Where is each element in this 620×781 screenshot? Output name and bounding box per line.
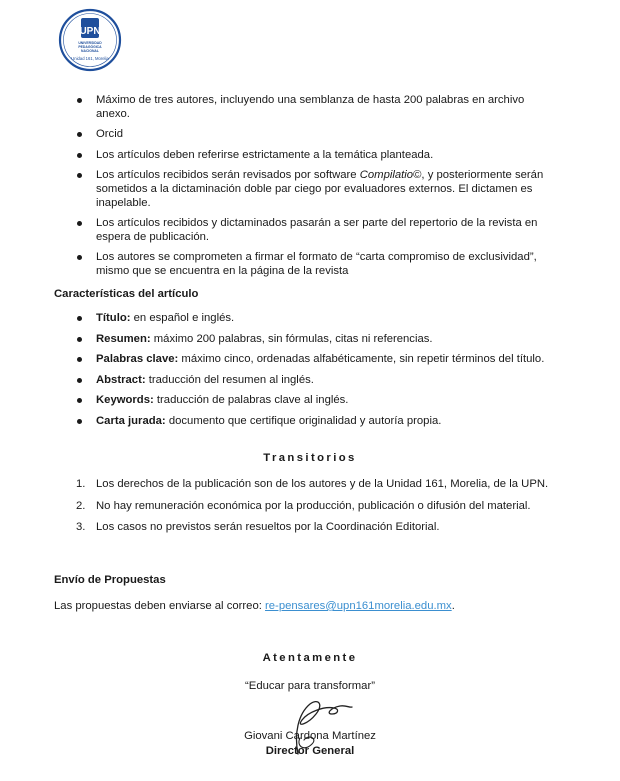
bullet-icon <box>77 378 82 383</box>
bullet-icon <box>77 173 82 178</box>
logo-unit: Unidad 161, Morelia <box>71 56 109 61</box>
list-item: Los artículos recibidos serán revisados por software Compilatio©, y posteriormente serán sometidos a la dictaminación doble par ciego por evaluadores externos. El dictamen es inapelable. <box>0 169 620 210</box>
features-list <box>0 312 620 429</box>
upn-logo <box>58 8 122 72</box>
features-heading: Características del artículo <box>54 288 199 300</box>
logo-line-3: NACIONAL <box>81 49 99 53</box>
bullet-icon <box>77 398 82 403</box>
list-item: Carta jurada: documento que certifique originalidad y autoría propia. <box>0 415 620 429</box>
bullet-icon <box>77 132 82 137</box>
list-item: 2. No hay remuneración económica por la producción, publicación o difusión del material. <box>76 499 531 512</box>
bullet-icon <box>77 357 82 362</box>
list-item: Keywords: traducción de palabras clave al inglés. <box>0 394 620 408</box>
bullet-icon <box>77 255 82 260</box>
list-item: Orcid <box>0 128 620 142</box>
requirements-list <box>0 94 620 279</box>
list-item: Título: en español e inglés. <box>0 312 620 326</box>
closing-salutation: Atentamente <box>262 652 358 664</box>
bullet-icon <box>77 153 82 158</box>
bullet-icon <box>77 98 82 103</box>
list-item: Abstract: traducción del resumen al inglés. <box>0 374 620 388</box>
bullet-icon <box>77 419 82 424</box>
list-item: Máximo de tres autores, incluyendo una semblanza de hasta 200 palabras en archivo anexo. <box>0 94 620 121</box>
list-item: Resumen: máximo 200 palabras, sin fórmulas, citas ni referencias. <box>0 333 620 347</box>
signer-name: Giovani Cardona Martínez <box>244 730 376 742</box>
list-item: 3. Los casos no previstos serán resueltos por la Coordinación Editorial. <box>76 521 440 534</box>
list-item: 1. Los derechos de la publicación son de los autores y de la Unidad 161, Morelia, de la UPN. <box>76 478 549 490</box>
bullet-icon <box>77 337 82 342</box>
list-item: Los artículos recibidos y dictaminados pasarán a ser parte del repertorio de la revista en espera de publicación. <box>0 217 620 244</box>
transitorios-list <box>0 478 620 535</box>
submission-line: Las propuestas deben enviarse al correo: re-pensares@upn161morelia.edu.mx. <box>54 600 455 612</box>
bullet-icon <box>77 221 82 226</box>
submission-heading: Envío de Propuestas <box>54 574 166 586</box>
logo-initials: UPN <box>79 26 101 37</box>
list-item: Palabras clave: máximo cinco, ordenadas alfabéticamente, sin repetir términos del título. <box>0 353 620 367</box>
bullet-icon <box>77 316 82 321</box>
software-name: Compilatio <box>359 169 414 182</box>
transitorios-heading: Transitorios <box>263 452 357 464</box>
logo-line-1: UNIVERSIDAD <box>78 41 102 45</box>
signer-title: Director General <box>265 745 355 757</box>
list-item: Los artículos deben referirse estrictamente a la temática planteada. <box>0 149 620 163</box>
logo-line-2: PEDAGÓGICA <box>78 45 102 49</box>
submission-email-link[interactable]: re-pensares@upn161morelia.edu.mx <box>265 600 452 612</box>
closing-motto: “Educar para transformar” <box>245 680 375 692</box>
list-item: Los autores se comprometen a firmar el formato de “carta compromiso de exclusividad”, mismo que se encuentra en la página de la revista <box>0 251 620 278</box>
